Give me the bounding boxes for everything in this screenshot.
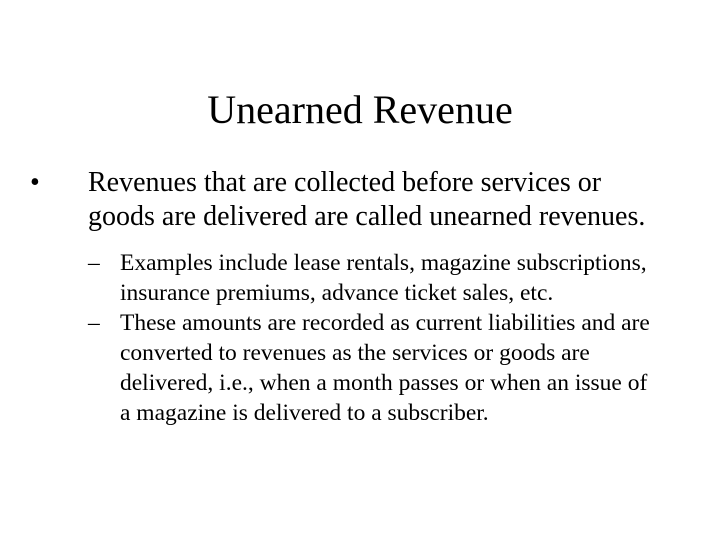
bullet-list <box>30 166 650 428</box>
sub-bullet-text: Examples include lease rentals, magazine subscriptions, insurance premiums, advance ticket sales, etc. <box>120 250 647 306</box>
bullet-text: Revenues that are collected before services or goods are delivered are called unearned revenues. <box>88 167 646 232</box>
bullet-marker: • <box>30 167 40 198</box>
sub-bullet-list <box>88 248 650 428</box>
sub-bullet-marker: – <box>88 250 100 276</box>
slide-title: Unearned Revenue <box>207 87 513 132</box>
sub-bullet-text: These amounts are recorded as current liabilities and are converted to revenues as the services or goods are delivered, i.e., when a month passes or when an issue of a magazine is delivered to a subscriber. <box>120 310 650 426</box>
bullet-item <box>30 166 650 428</box>
sub-bullet-item <box>88 248 650 308</box>
sub-bullet-marker: – <box>88 310 100 336</box>
sub-bullet-item <box>88 308 650 428</box>
